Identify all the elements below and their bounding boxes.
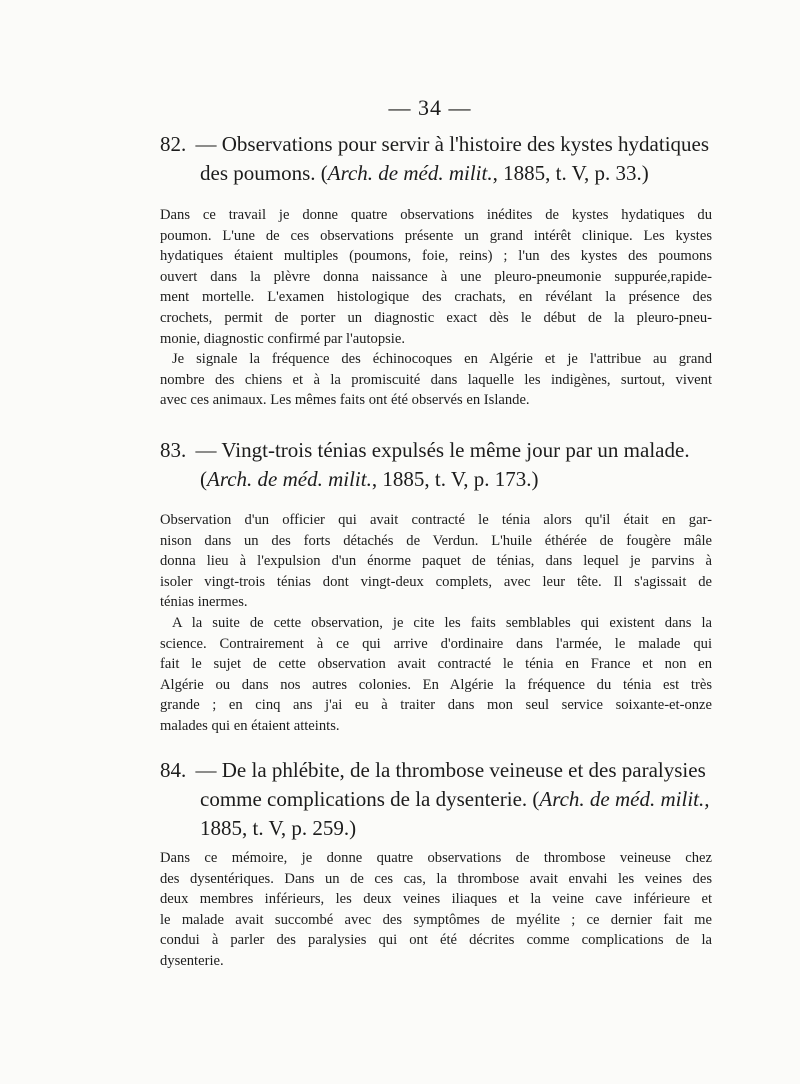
text-line: poumon. L'une de ces observations présente un grand intérêt clinique. Les kystes: [160, 227, 712, 244]
text-line: hydatiques étaient multiples (poumons, foie, reins) ; l'un des kystes des poumons: [160, 248, 712, 265]
text-line: science. Contrairement à ce qui arrive d'ordinaire dans l'armée, le malade qui: [160, 635, 712, 652]
text-line: malades qui en étaient atteints.: [160, 717, 340, 734]
text-line: ouvert dans la plèvre donna naissance à une pleuro-pneumonie suppurée,rapide-: [160, 268, 712, 285]
text-line: des dysentériques. Dans un de ces cas, la thrombose avait envahi les veines des: [160, 870, 712, 887]
entry-dash: —: [195, 758, 217, 782]
text-line: A la suite de cette observation, je cite les faits semblables qui existent dans la: [172, 614, 712, 631]
text-line: isoler vingt-trois ténias dont vingt-deux complets, avec leur tête. Il s'agissait de: [160, 573, 712, 590]
entry-83-body: [160, 510, 712, 737]
text-line: crochets, permit de porter un diagnostic exact dès le début de la pleuro-pneu-: [160, 309, 712, 326]
entry-84-title: [160, 756, 720, 843]
text-line: Algérie ou dans nos autres colonies. En Algérie la fréquence du ténia est très: [160, 676, 712, 693]
entry-82-body: [160, 205, 712, 411]
text-line: le malade avait succombé avec des symptômes de myélite ; ce dernier fait me: [160, 911, 712, 928]
text-line: fait le sujet de cette observation avait contracté le ténia en France et non en: [160, 656, 712, 673]
entry-dash: —: [195, 132, 217, 156]
entry-title-line1: Observations pour servir à l'histoire des kystes hydatiques: [221, 132, 710, 156]
entry-title-line2: (Arch. de méd. milit., 1885, t. V, p. 173.): [200, 467, 539, 491]
text-line: grande ; en cinq ans j'ai eu à traiter dans mon seul service soixante-et-onze: [160, 697, 712, 714]
text-line: monie, diagnostic confirmé par l'autopsie.: [160, 330, 405, 347]
text-line: ment mortelle. L'examen histologique des crachats, en révélant la présence des: [160, 289, 712, 306]
text-line: ténias inermes.: [160, 594, 248, 611]
text-line: nombre des chiens et à la promiscuité dans laquelle les indigènes, surtout, vivent: [160, 371, 712, 388]
entry-title-line1: Vingt-trois ténias expulsés le même jour par un malade.: [221, 438, 690, 462]
text-line: Dans ce mémoire, je donne quatre observations de thrombose veineuse chez: [160, 850, 712, 866]
text-line: Observation d'un officier qui avait contracté le ténia alors qu'il était en gar-: [160, 512, 712, 528]
entry-number: 83.: [160, 438, 187, 462]
entry-title-line2: des poumons. (Arch. de méd. milit., 1885, t. V, p. 33.): [200, 161, 649, 185]
entry-dash: —: [195, 438, 217, 462]
entry-title-line3: 1885, t. V, p. 259.): [200, 816, 357, 840]
page-number: — 34 —: [388, 95, 472, 120]
text-line: Je signale la fréquence des échinocoques en Algérie et je l'attribue au grand: [172, 351, 712, 368]
entry-title-line1: De la phlébite, de la thrombose veineuse et des paralysies: [221, 758, 706, 782]
text-line: condui à parler des paralysies qui ont été décrites comme complications de la: [160, 932, 712, 949]
text-line: avec ces animaux. Les mêmes faits ont été observés en Islande.: [160, 392, 530, 409]
text-line: Dans ce travail je donne quatre observations inédites de kystes hydatiques du: [160, 207, 712, 223]
entry-number: 82.: [160, 132, 187, 156]
entry-number: 84.: [160, 758, 187, 782]
text-line: donna lieu à l'expulsion d'un énorme paquet de ténias, dans lequel je parvins à: [160, 553, 712, 570]
text-line: dysenterie.: [160, 952, 224, 969]
text-line: deux membres inférieurs, les deux veines iliaques et la veine cave inférieure et: [160, 891, 712, 908]
entry-83-title: [160, 436, 720, 494]
entry-title-line2: comme complications de la dysenterie. (Arch. de méd. milit.,: [200, 787, 710, 811]
text-line: nison dans un des forts détachés de Verdun. L'huile éthérée de fougère mâle: [160, 532, 712, 549]
entry-84-body: [160, 848, 712, 972]
entry-82-title: [160, 130, 720, 188]
